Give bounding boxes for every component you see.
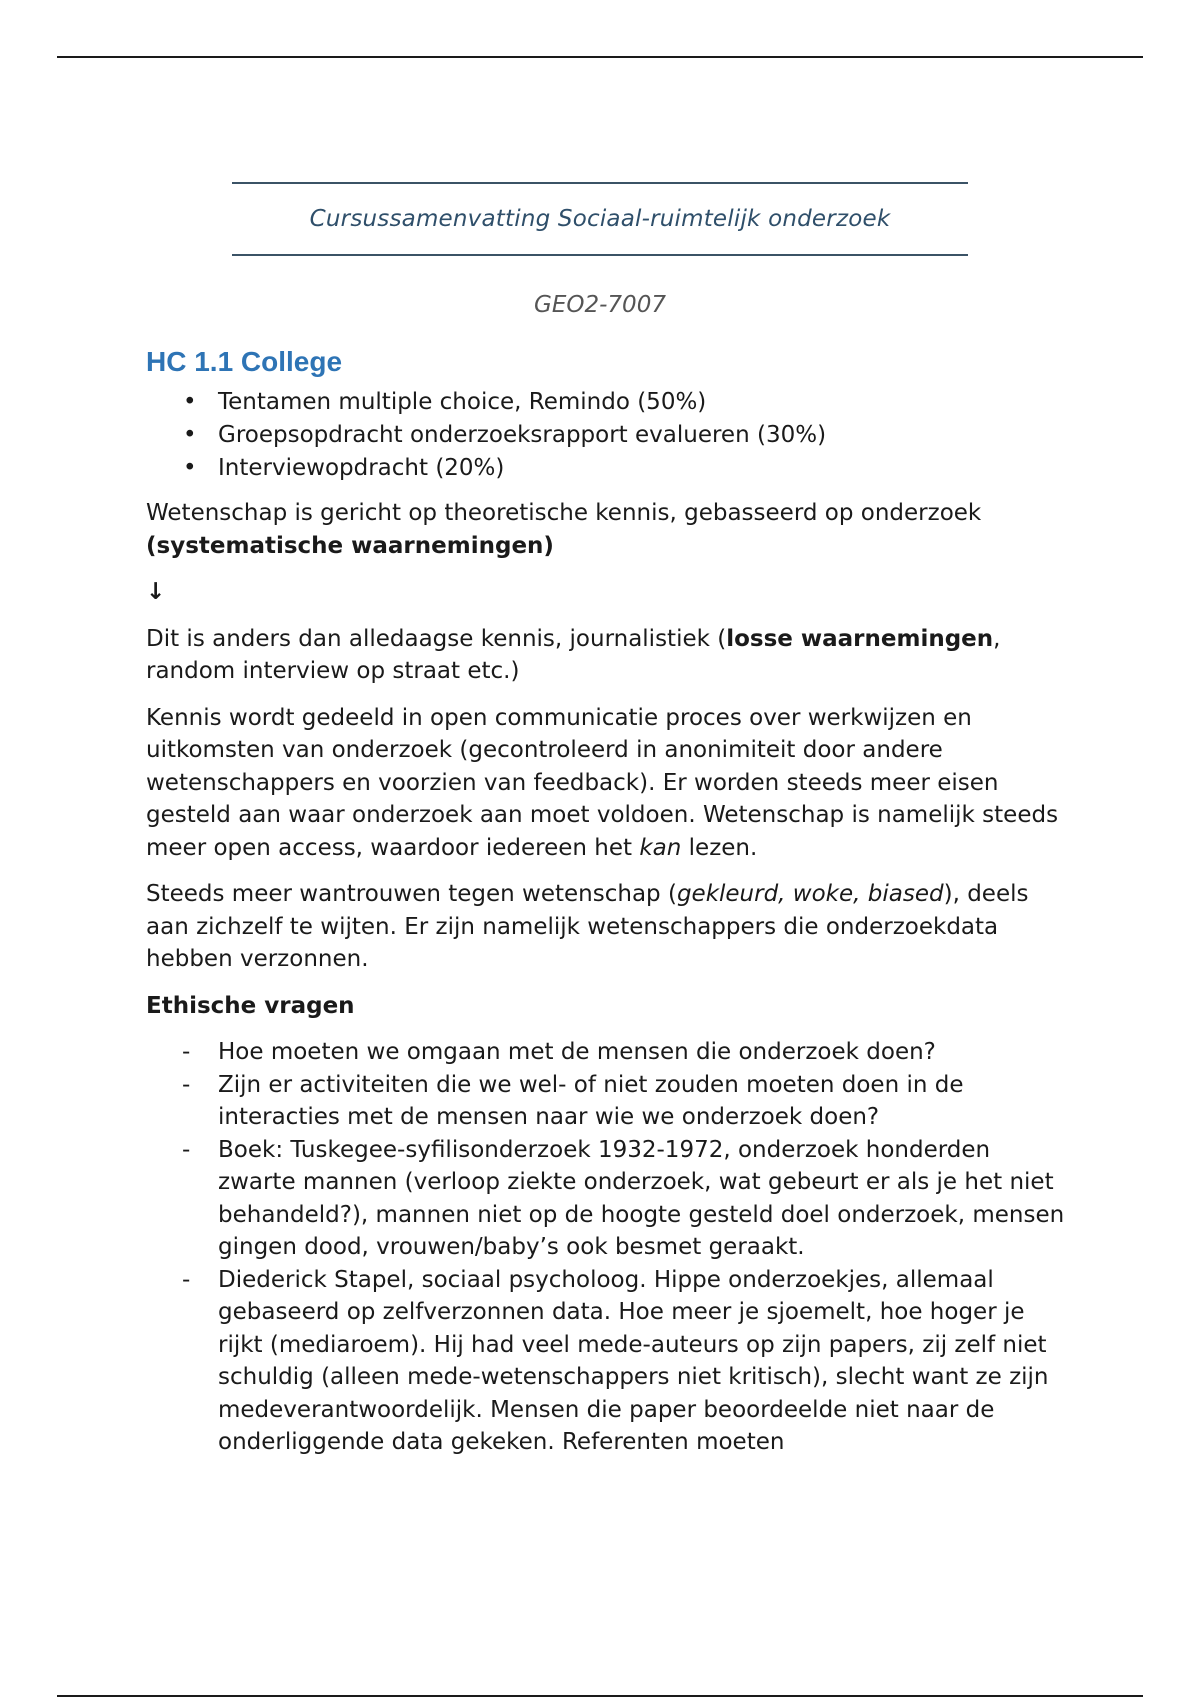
list-item: • Tentamen multiple choice, Remindo (50%) — [146, 386, 1066, 419]
paragraph-science: Wetenschap is gericht op theoretische kennis, gebasseerd op onderzoek (systematische waarnemingen) — [146, 500, 982, 559]
bullet-icon: • — [183, 455, 197, 481]
dash-icon: - — [182, 1039, 191, 1065]
title-block — [232, 182, 968, 256]
paragraph-distrust: Steeds meer wantrouwen tegen wetenschap (gekleurd, woke, biased), deels aan zichzelf te wijten. Er zijn namelijk wetenschappers die onderzoekdata hebben verzonnen. — [146, 881, 1029, 972]
list-item: • Interviewopdracht (20%) — [146, 452, 1066, 485]
dash-icon: - — [182, 1266, 191, 1293]
section-heading: HC 1.1 College — [146, 346, 343, 377]
ethics-heading: Ethische vragen — [146, 992, 355, 1019]
paragraph-open-communication: Kennis wordt gedeeld in open communicatie proces over werkwijzen en uitkomsten van onderzoek (gecontroleerd in anonimiteit door andere wetenschappers en voorzien van feedback). Er worden steeds meer eisen gesteld aan waar onderzoek aan moet voldoen. Wetenschap is namelijk steeds meer open access, waardoor iedereen het kan lezen. — [146, 704, 1059, 861]
document-title: Cursussamenvatting Sociaal-ruimtelijk onderzoek — [309, 206, 891, 232]
bullet-icon: • — [183, 422, 197, 448]
document-body — [146, 342, 1066, 1459]
assessment-list — [146, 386, 1066, 485]
paragraph-everyday-knowledge: Dit is anders dan alledaagse kennis, journalistiek (losse waarnemingen, random interview op straat etc.) — [146, 625, 1001, 684]
course-code: GEO2-7007 — [534, 292, 666, 318]
list-item: - Diederick Stapel, sociaal psycholoog. Hippe onderzoekjes, allemaal gebaseerd op zelfverzonnen data. Hoe meer je sjoemelt, hoe hoger je rijkt (mediaroem). Hij had veel mede-auteurs op zijn papers, zij zelf niet schuldig (alleen mede-wetenschappers niet kritisch), slecht want ze zijn medeverantwoordelijk. Mensen die paper beoordeelde niet naar de onderliggende data gekeken. Referenten moeten — [146, 1264, 1066, 1459]
ethics-list — [146, 1036, 1066, 1459]
page-bottom-rule — [57, 1695, 1143, 1697]
dash-icon: - — [182, 1071, 191, 1098]
list-item: • Groepsopdracht onderzoeksrapport evalueren (30%) — [146, 419, 1066, 452]
list-item: - Hoe moeten we omgaan met de mensen die onderzoek doen? — [146, 1036, 1066, 1069]
arrow-down-icon: ↓ — [146, 579, 166, 605]
dash-icon: - — [182, 1136, 191, 1163]
bullet-icon: • — [183, 389, 197, 415]
list-item: - Zijn er activiteiten die we wel- of niet zouden moeten doen in de interacties met de mensen naar wie we onderzoek doen? — [146, 1069, 1066, 1134]
list-item: - Boek: Tuskegee-syfilisonderzoek 1932-1972, onderzoek honderden zwarte mannen (verloop ziekte onderzoek, wat gebeurt er als je het niet behandeld?), mannen niet op de hoogte gesteld doel onderzoek, mensen gingen dood, vrouwen/baby’s ook besmet geraakt. — [146, 1134, 1066, 1264]
page-top-rule — [57, 56, 1143, 58]
